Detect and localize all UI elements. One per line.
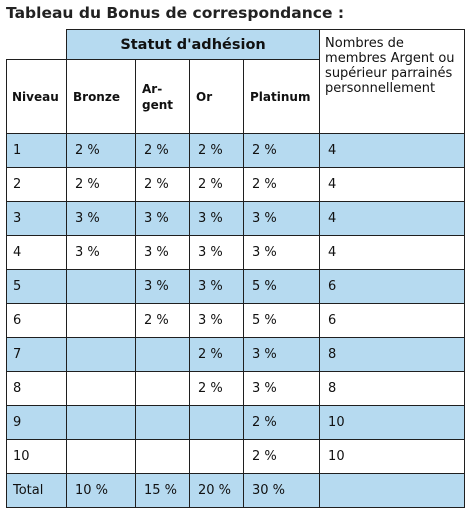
bronze-rate-cell [67,372,136,406]
platinum-rate-cell: 3 % [244,338,320,372]
table-row [7,440,465,474]
table-row [7,270,465,304]
bronze-rate-cell [67,406,136,440]
platinum-rate-cell: 3 % [244,202,320,236]
argent-rate-cell [136,372,190,406]
argent-rate-cell: 2 % [136,168,190,202]
level-cell: 3 [7,202,67,236]
bonus-table [6,29,465,508]
count-cell: 4 [320,168,465,202]
bronze-rate-cell: 2 % [67,134,136,168]
or-rate-cell: 3 % [190,270,244,304]
argent-rate-cell: 3 % [136,202,190,236]
table-row [7,168,465,202]
count-cell: 4 [320,202,465,236]
header-row-group [7,30,465,60]
or-rate-cell: 2 % [190,338,244,372]
argent-rate-cell: 3 % [136,236,190,270]
argent-rate-cell: 3 % [136,270,190,304]
count-cell: 10 [320,406,465,440]
count-cell: 6 [320,270,465,304]
bronze-rate-cell [67,440,136,474]
argent-rate-cell [136,440,190,474]
page-title: Tableau du Bonus de correspondance : [6,4,345,22]
level-cell: 8 [7,372,67,406]
argent-rate-cell: 2 % [136,134,190,168]
membership-status-header: Statut d'adhésion [67,30,320,60]
platinum-rate-cell: 2 % [244,406,320,440]
tier-header-or: Or [190,60,244,134]
sponsored-count-header: Nombres de membres Argent ou supérieur parrainés personnellement [320,30,465,134]
table-row [7,134,465,168]
platinum-rate-cell: 5 % [244,270,320,304]
total-or-cell: 20 % [190,474,244,508]
count-cell: 8 [320,372,465,406]
or-rate-cell [190,440,244,474]
argent-rate-cell [136,338,190,372]
tier-header-bronze: Bronze [67,60,136,134]
or-rate-cell: 3 % [190,304,244,338]
bronze-rate-cell [67,270,136,304]
level-cell: 10 [7,440,67,474]
level-header: Niveau [7,60,67,134]
or-rate-cell [190,406,244,440]
platinum-rate-cell: 5 % [244,304,320,338]
table-row [7,202,465,236]
bronze-rate-cell: 3 % [67,236,136,270]
or-rate-cell: 2 % [190,168,244,202]
table-row [7,236,465,270]
level-cell: 4 [7,236,67,270]
total-argent-cell: 15 % [136,474,190,508]
table-row [7,338,465,372]
level-cell: 5 [7,270,67,304]
count-cell: 6 [320,304,465,338]
or-rate-cell: 3 % [190,236,244,270]
total-platinum-cell: 30 % [244,474,320,508]
count-cell: 10 [320,440,465,474]
count-cell: 4 [320,236,465,270]
or-rate-cell: 2 % [190,372,244,406]
bronze-rate-cell: 2 % [67,168,136,202]
platinum-rate-cell: 2 % [244,134,320,168]
total-label: Total [7,474,67,508]
argent-rate-cell: 2 % [136,304,190,338]
bronze-rate-cell: 3 % [67,202,136,236]
header-blank-cell [7,30,67,60]
count-cell: 4 [320,134,465,168]
tier-header-platinum: Platinum [244,60,320,134]
tier-header-argent: Ar- gent [136,60,190,134]
bronze-rate-cell [67,338,136,372]
level-cell: 7 [7,338,67,372]
platinum-rate-cell: 3 % [244,236,320,270]
table-row [7,406,465,440]
or-rate-cell: 2 % [190,134,244,168]
count-cell: 8 [320,338,465,372]
bronze-rate-cell [67,304,136,338]
level-cell: 1 [7,134,67,168]
level-cell: 2 [7,168,67,202]
platinum-rate-cell: 2 % [244,168,320,202]
total-bronze-cell: 10 % [67,474,136,508]
or-rate-cell: 3 % [190,202,244,236]
table-row [7,304,465,338]
level-cell: 6 [7,304,67,338]
argent-rate-cell [136,406,190,440]
total-row [7,474,465,508]
platinum-rate-cell: 2 % [244,440,320,474]
platinum-rate-cell: 3 % [244,372,320,406]
table-row [7,372,465,406]
total-count-cell [320,474,465,508]
level-cell: 9 [7,406,67,440]
